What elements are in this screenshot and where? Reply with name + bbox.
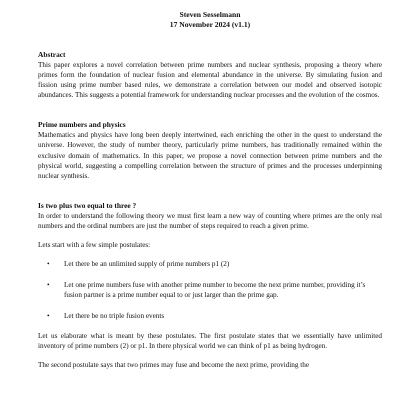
date-version: 17 November 2024 (v1.1) [169, 20, 251, 29]
section-paragraph: Let us elaborate what is meant by these postulates. The first postulate states that we essentially have unlimited inventory of prime numbers (2) or p1. In there physical world we can think of p1 as being hydrogen. [38, 331, 382, 350]
section-paragraph: The second postulate says that two primes may fuse and become the next prime, providing the [38, 360, 310, 369]
section-two-plus-two [38, 201, 382, 370]
section-heading: Is two plus two equal to three ? [38, 200, 137, 210]
section-heading: Prime numbers and physics [38, 120, 126, 130]
spacer [38, 250, 382, 259]
spacer [38, 181, 382, 201]
abstract-section [38, 50, 382, 100]
section-prime-numbers-physics [38, 120, 382, 180]
postulate-text: Let there be an unlimited supply of prime numbers p1 (2) [64, 260, 230, 269]
postulate-text: Let there be no triple fusion events [64, 312, 165, 321]
postulate-item [38, 311, 382, 321]
spacer [38, 100, 382, 120]
bullet-icon: • [47, 260, 50, 269]
spacer [38, 300, 382, 311]
spacer [38, 351, 382, 360]
postulates-intro: Lets start with a few simple postulates: [38, 241, 151, 250]
spacer [38, 269, 382, 280]
postulate-item [38, 280, 382, 300]
section-paragraph: In order to understand the following theory we must first learn a new way of counting where primes are the only real numbers and the ordinal numbers are just the number of steps required to reach a given prime. [38, 211, 382, 230]
postulate-text: Let one prime numbers fuse with another prime number to become the next prime number, providing it’s fusion partner is a prime number equal to or just larger than the prime gap. [64, 281, 366, 300]
bullet-icon: • [47, 281, 50, 290]
spacer [38, 231, 382, 240]
postulates-list [38, 259, 382, 321]
spacer [38, 30, 382, 50]
section-paragraph: Mathematics and physics have long been deeply intertwined, each enriching the other in the quest to understand the universe. However, the study of number theory, particularly prime numbers, has traditionally remained within the exclusive domain of mathematics. In this paper, we propose a novel connection between prime numbers and the physical world, suggesting a compelling correlation between the structure of primes and the processes underpinning nuclear synthesis. [38, 131, 382, 180]
bullet-icon: • [47, 312, 50, 321]
abstract-heading: Abstract [38, 50, 66, 59]
spacer [38, 322, 382, 331]
postulate-item [38, 259, 382, 269]
abstract-text: This paper explores a novel correlation between prime numbers and nuclear synthesis, proposing a theory where primes form the foundation of nuclear fusion and elemental abundance in the universe. By simulating fusion and fission using prime number based rules, we demonstrate a correlation between our model and observed isotopic abundances. This suggests a potential framework for understanding nuclear processes and the evolution of the cosmos. [38, 61, 382, 100]
author-name: Steven Sesselmann [179, 10, 241, 19]
